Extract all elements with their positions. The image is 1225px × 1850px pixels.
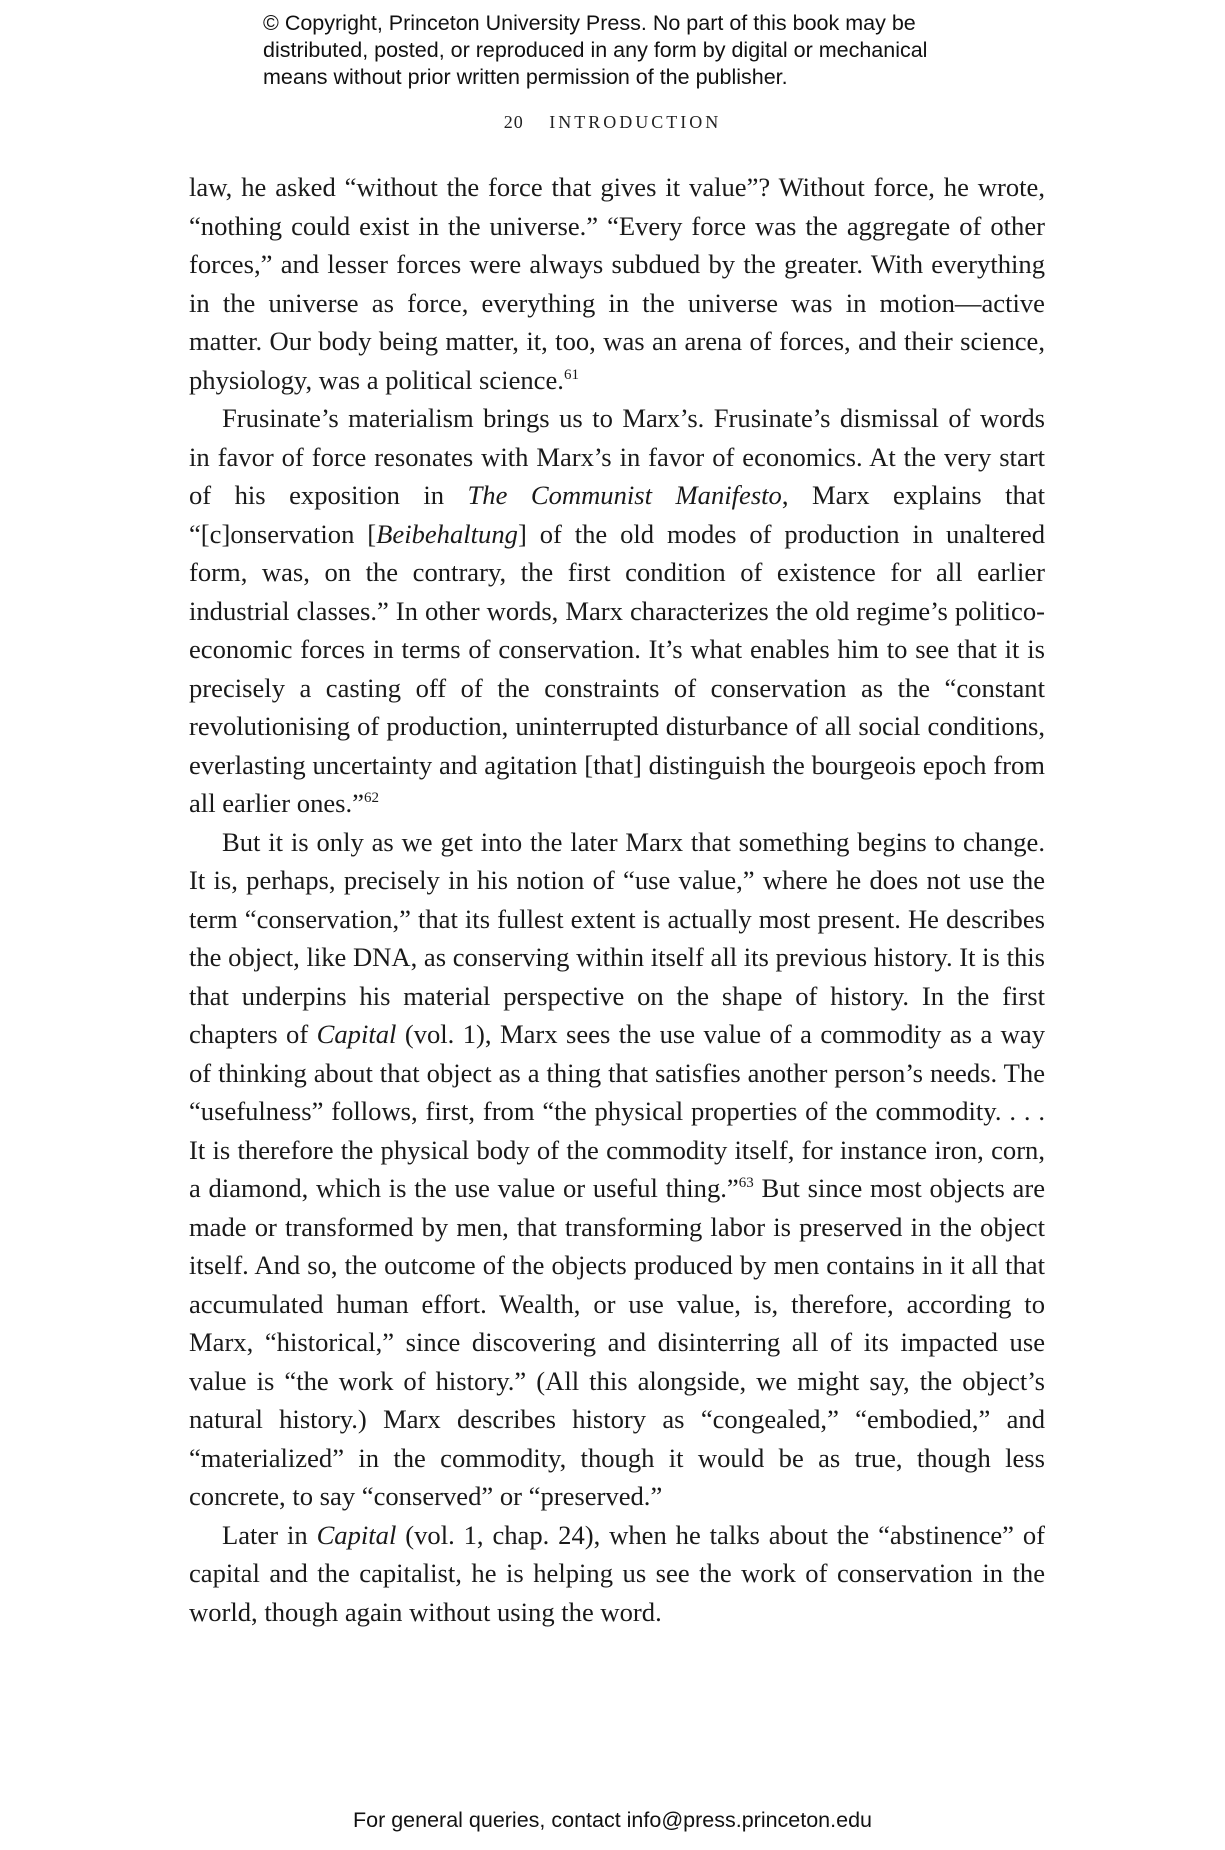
paragraph-text: law, he asked “without the force that gives it value”? Without force, he wrote, “nothing could exist in the universe.” “Every force was the aggregate of other forces,” and lesser forces were always subdued by the greater. With everything in the universe as force, everything in the universe was in motion—active matter. Our body being matter, it, too, was an arena of forces, and their science, physiology, was a political science. xyxy=(189,172,1045,395)
paragraph-3 xyxy=(189,823,1045,1516)
book-title: Capital xyxy=(316,1519,397,1550)
copyright-line: distributed, posted, or reproduced in any form by digital or mechanical xyxy=(263,38,928,62)
copyright-notice xyxy=(263,10,1023,91)
copyright-line: © Copyright, Princeton University Press. No part of this book may be xyxy=(263,11,916,35)
running-head xyxy=(0,112,1225,133)
paragraph-text: (vol. 1), Marx sees the use value of a commodity as a way of thinking about that object as a thing that satisfies another person’s needs. The “usefulness” follows, first, from “the physical properties of the commodity. . . . It is therefore the physical body of the commodity itself, for instance iron, corn, a diamond, which is the use value or useful thing.” xyxy=(189,1019,1045,1203)
foreign-term: Beibehaltung xyxy=(376,518,518,549)
paragraph-4 xyxy=(189,1516,1045,1632)
paragraph-text: Later in xyxy=(222,1519,317,1550)
section-title: INTRODUCTION xyxy=(549,112,722,132)
paragraph-text: But it is only as we get into the later Marx that something begins to change. It is, perhaps, precisely in his notion of “use value,” where he does not use the term “conservation,” that its fullest extent is actually most present. He describes the object, like DNA, as conserving within itself all its previous history. It is this that underpins his material perspective on the shape of history. In the first chapters of xyxy=(189,826,1045,1049)
paragraph-1 xyxy=(189,168,1045,399)
footnote-ref: 61 xyxy=(563,366,579,383)
page-number: 20 xyxy=(503,112,524,132)
paragraph-text: Frusinate’s materialism brings us to Marx’s. Frusinate’s dismissal of words in favor of force resonates with Marx’s in favor of economics. At the very start of his exposition in xyxy=(189,403,1045,510)
paragraph-2 xyxy=(189,399,1045,823)
book-title: Capital xyxy=(316,1019,397,1049)
body-text xyxy=(189,168,1045,1631)
footer-contact: For general queries, contact info@press.princeton.edu xyxy=(352,1808,872,1832)
paragraph-text: (vol. 1, chap. 24), when he talks about the “abstinence” of capital and the capitalist, he is helping us see the work of conservation in the world, though again without using the word. xyxy=(189,1519,1045,1627)
paragraph-text: , Marx explains that “[c]onservation [ xyxy=(189,480,1045,549)
book-title: The Communist Manifesto xyxy=(467,480,782,510)
footnote-ref: 62 xyxy=(363,790,379,806)
paragraph-text: But since most objects are made or transformed by men, that transforming labor is preserved in the object itself. And so, the outcome of the objects produced by men contains in it all that accumulated human effort. Wealth, or use value, is, therefore, according to Marx, “historical,” since discovering and disinterring all of its impacted use value is “the work of history.” (All this alongside, we might say, the object’s natural history.) Marx describes history as “congealed,” “embodied,” and “materialized” in the commodity, though it would be as true, though less concrete, to say “conserved” or “preserved.” xyxy=(189,1173,1045,1511)
paragraph-text: ] of the old modes of production in unaltered form, was, on the contrary, the first condition of existence for all earlier industrial classes.” In other words, Marx characterizes the old regime’s politico-economic forces in terms of conservation. It’s what enables him to see that it is precisely a casting off of the constraints of conservation as the “constant revolutionising of production, uninterrupted disturbance of all social conditions, everlasting uncertainty and agitation [that] distinguish the bourgeois epoch from all earlier ones.” xyxy=(189,518,1045,818)
copyright-line: means without prior written permission of the publisher. xyxy=(263,65,788,89)
footnote-ref: 63 xyxy=(738,1175,754,1191)
